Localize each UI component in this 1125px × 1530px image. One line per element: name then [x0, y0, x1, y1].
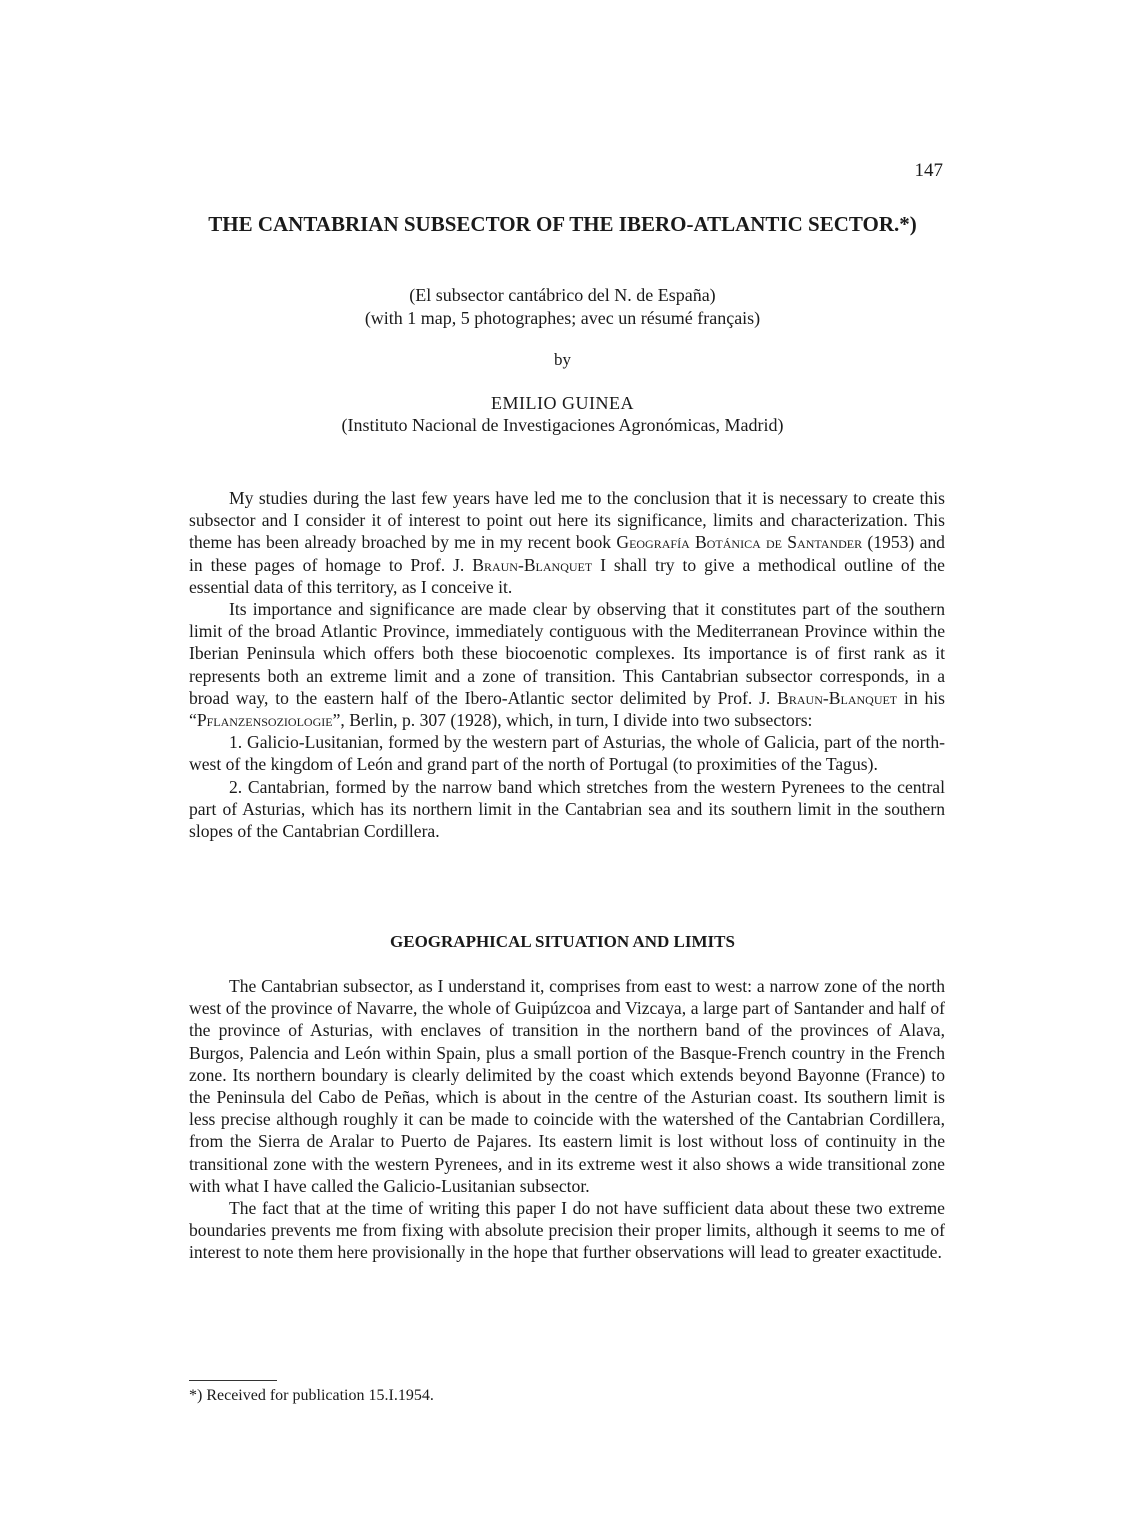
- author-name: EMILIO GUINEA: [491, 393, 634, 413]
- author-affiliation: (Instituto Nacional de Investigaciones Agronómicas, Madrid): [341, 415, 784, 435]
- geography-section: [189, 975, 945, 1264]
- paragraph-2: Its importance and significance are made clear by observing that it constitutes part of the southern limit of the broad Atlantic Province, immediately contiguous with the Mediterranean Province within the Iberian Peninsula which offers both these biocoenotic complexes. Its importance is of first rank as it represents both an extreme limit and a zone of transition. This Cantabrian subsector corresponds, in a broad way, to the eastern half of the Ibero-Atlantic sector delimited by Prof. J. Braun-Blanquet in his “Pflanzensoziologie”, Berlin, p. 307 (1928), which, in turn, I divide into two subsectors:: [189, 599, 945, 731]
- by-line: by: [554, 350, 571, 369]
- introduction-section: [189, 487, 945, 842]
- subtitle-spanish: (El subsector cantábrico del N. de España): [409, 285, 716, 305]
- article-title: THE CANTABRIAN SUBSECTOR OF THE IBERO-ATLANTIC SECTOR.*): [208, 212, 917, 236]
- book-title: Geografía Botánica de Santander: [616, 532, 863, 553]
- paragraph-3: 1. Galicio-Lusitanian, formed by the western part of Asturias, the whole of Galicia, part of the north-west of the kingdom of León and grand part of the north of Portugal (to proximities of the Tagus).: [189, 732, 945, 775]
- subtitle-contents: (with 1 map, 5 photographes; avec un résumé français): [364, 308, 761, 328]
- paragraph-6: The fact that at the time of writing this paper I do not have sufficient data about these two extreme boundaries prevents me from fixing with absolute precision their proper limits, although it seems to me of interest to note them here provisionally in the hope that further observations will lead to greater exactitude.: [189, 1198, 945, 1263]
- footnote-divider: [189, 1380, 277, 1381]
- section-heading: GEOGRAPHICAL SITUATION AND LIMITS: [390, 932, 735, 951]
- page-number: 147: [914, 160, 943, 181]
- paragraph-5: The Cantabrian subsector, as I understand it, comprises from east to west: a narrow zone of the north west of the province of Navarre, the whole of Guipúzcoa and Vizcaya, a large part of Santander and half of the province of Asturias, with enclaves of transition in the northern band of the provinces of Alava, Burgos, Palencia and León within Spain, plus a small portion of the Basque-French country in the French zone. Its northern boundary is clearly delimited by the coast which extends beyond Bayonne (France) to the Peninsula del Cabo de Peñas, which is about in the centre of the Asturian coast. Its southern limit is less precise although roughly it can be made to coincide with the watershed of the Cantabrian Cordillera, from the Sierra de Aralar to Puerto de Pajares. Its eastern limit is lost without loss of continuity in the transitional zone with the western Pyrenees, and in its extreme west it also shows a wide transitional zone with what I have called the Galicio-Lusitanian subsector.: [189, 976, 945, 1196]
- author-reference: Braun-Blanquet: [777, 687, 898, 708]
- paragraph-4: 2. Cantabrian, formed by the narrow band which stretches from the western Pyrenees to the central part of Asturias, which has its northern limit in the Cantabrian sea and its southern limit in the southern slopes of the Cantabrian Cordillera.: [189, 776, 945, 842]
- footnote: *) Received for publication 15.I.1954.: [189, 1387, 434, 1404]
- paragraph-1: My studies during the last few years have led me to the conclusion that it is necessary to create this subsector and I consider it of interest to point out here its significance, limits and characterization. This theme has been already broached by me in my recent book Geografía Botánica de Santander (1953) and in these pages of homage to Prof. J. Braun-Blanquet I shall try to give a methodical outline of the essential data of this territory, as I conceive it.: [189, 488, 945, 597]
- book-title: Pflanzensoziologie: [196, 710, 333, 731]
- author-reference: Braun-Blanquet: [472, 554, 593, 575]
